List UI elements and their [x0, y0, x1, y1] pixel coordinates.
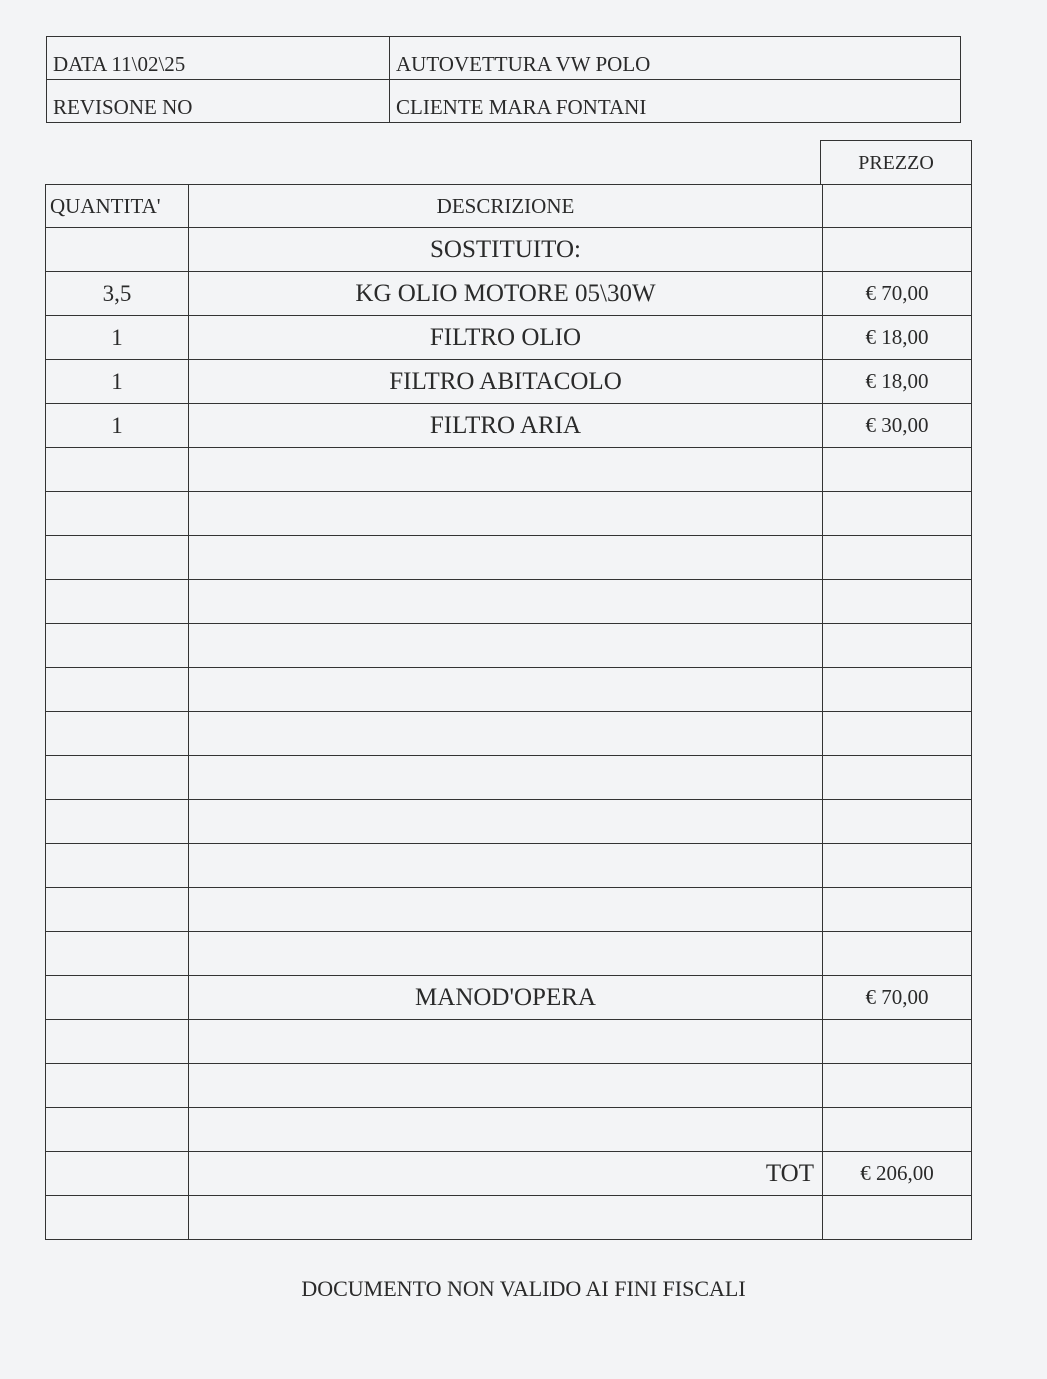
date-field: DATA 11\02\25: [47, 37, 390, 80]
description-cell: [189, 580, 823, 624]
price-cell: [823, 492, 972, 536]
description-cell: [189, 536, 823, 580]
quantity-cell: [46, 932, 189, 976]
description-cell: [189, 932, 823, 976]
quantity-cell: 1: [46, 404, 189, 448]
price-cell: € 70,00: [823, 272, 972, 316]
price-cell: € 30,00: [823, 404, 972, 448]
price-cell: [823, 536, 972, 580]
price-cell: [823, 844, 972, 888]
table-row: [46, 1064, 972, 1108]
quantity-cell: [46, 624, 189, 668]
table-row: [46, 404, 972, 448]
table-row: [46, 1152, 972, 1196]
quantity-cell: [46, 756, 189, 800]
description-cell: FILTRO OLIO: [189, 316, 823, 360]
price-cell: € 70,00: [823, 976, 972, 1020]
header-table: [46, 36, 961, 123]
description-cell: [189, 1064, 823, 1108]
price-cell: € 18,00: [823, 316, 972, 360]
table-row: [46, 1196, 972, 1240]
quantity-cell: [46, 712, 189, 756]
table-row: [46, 536, 972, 580]
price-cell: [823, 1064, 972, 1108]
description-cell: [189, 844, 823, 888]
table-row: [46, 976, 972, 1020]
table-row: [46, 448, 972, 492]
table-header-row: [46, 185, 972, 228]
price-cell: € 206,00: [823, 1152, 972, 1196]
quantity-header: QUANTITA': [46, 185, 189, 228]
table-row: [46, 1020, 972, 1064]
quantity-cell: [46, 536, 189, 580]
table-row: [46, 844, 972, 888]
description-cell: [189, 624, 823, 668]
price-cell: [823, 448, 972, 492]
description-cell: [189, 800, 823, 844]
table-row: [46, 800, 972, 844]
description-cell: [189, 1108, 823, 1152]
table-row: [46, 228, 972, 272]
price-cell: [823, 712, 972, 756]
description-cell: [189, 668, 823, 712]
description-cell: TOT: [189, 1152, 823, 1196]
quantity-cell: [46, 668, 189, 712]
quantity-cell: [46, 228, 189, 272]
price-cell: € 18,00: [823, 360, 972, 404]
quantity-cell: [46, 1196, 189, 1240]
table-row: [46, 492, 972, 536]
quantity-cell: [46, 492, 189, 536]
quantity-cell: [46, 1108, 189, 1152]
quantity-cell: [46, 580, 189, 624]
table-row: [46, 756, 972, 800]
table-row: [46, 712, 972, 756]
price-cell: [823, 800, 972, 844]
revision-field: REVISONE NO: [47, 80, 390, 123]
quantity-cell: 1: [46, 316, 189, 360]
description-cell: [189, 712, 823, 756]
price-cell: [823, 756, 972, 800]
price-cell: [823, 1196, 972, 1240]
table-row: [46, 1108, 972, 1152]
description-cell: [189, 756, 823, 800]
quantity-cell: [46, 888, 189, 932]
footer-disclaimer: DOCUMENTO NON VALIDO AI FINI FISCALI: [301, 1276, 746, 1301]
vehicle-field: AUTOVETTURA VW POLO: [390, 37, 961, 80]
items-table: [45, 184, 972, 1240]
description-cell: MANOD'OPERA: [189, 976, 823, 1020]
description-cell: [189, 492, 823, 536]
description-header: DESCRIZIONE: [189, 185, 823, 228]
quantity-cell: [46, 1064, 189, 1108]
description-cell: FILTRO ARIA: [189, 404, 823, 448]
price-cell: [823, 624, 972, 668]
table-row: [46, 624, 972, 668]
quantity-cell: [46, 844, 189, 888]
table-row: [46, 888, 972, 932]
description-cell: [189, 1020, 823, 1064]
table-row: [46, 668, 972, 712]
quantity-cell: [46, 976, 189, 1020]
table-row: [46, 360, 972, 404]
price-cell: [823, 1020, 972, 1064]
description-cell: [189, 448, 823, 492]
price-cell: [823, 580, 972, 624]
description-cell: SOSTITUITO:: [189, 228, 823, 272]
price-cell: [823, 888, 972, 932]
price-cell: [823, 668, 972, 712]
table-row: [46, 272, 972, 316]
quantity-cell: [46, 1020, 189, 1064]
quantity-cell: [46, 448, 189, 492]
description-cell: FILTRO ABITACOLO: [189, 360, 823, 404]
client-field: CLIENTE MARA FONTANI: [390, 80, 961, 123]
description-cell: KG OLIO MOTORE 05\30W: [189, 272, 823, 316]
price-header-cell: [823, 185, 972, 228]
quantity-cell: 3,5: [46, 272, 189, 316]
quantity-cell: [46, 800, 189, 844]
description-cell: [189, 1196, 823, 1240]
price-cell: [823, 1108, 972, 1152]
table-row: [46, 580, 972, 624]
quantity-cell: [46, 1152, 189, 1196]
description-cell: [189, 888, 823, 932]
price-cell: [823, 932, 972, 976]
table-row: [46, 932, 972, 976]
price-column-header: PREZZO: [820, 140, 972, 185]
quantity-cell: 1: [46, 360, 189, 404]
price-cell: [823, 228, 972, 272]
table-row: [46, 316, 972, 360]
